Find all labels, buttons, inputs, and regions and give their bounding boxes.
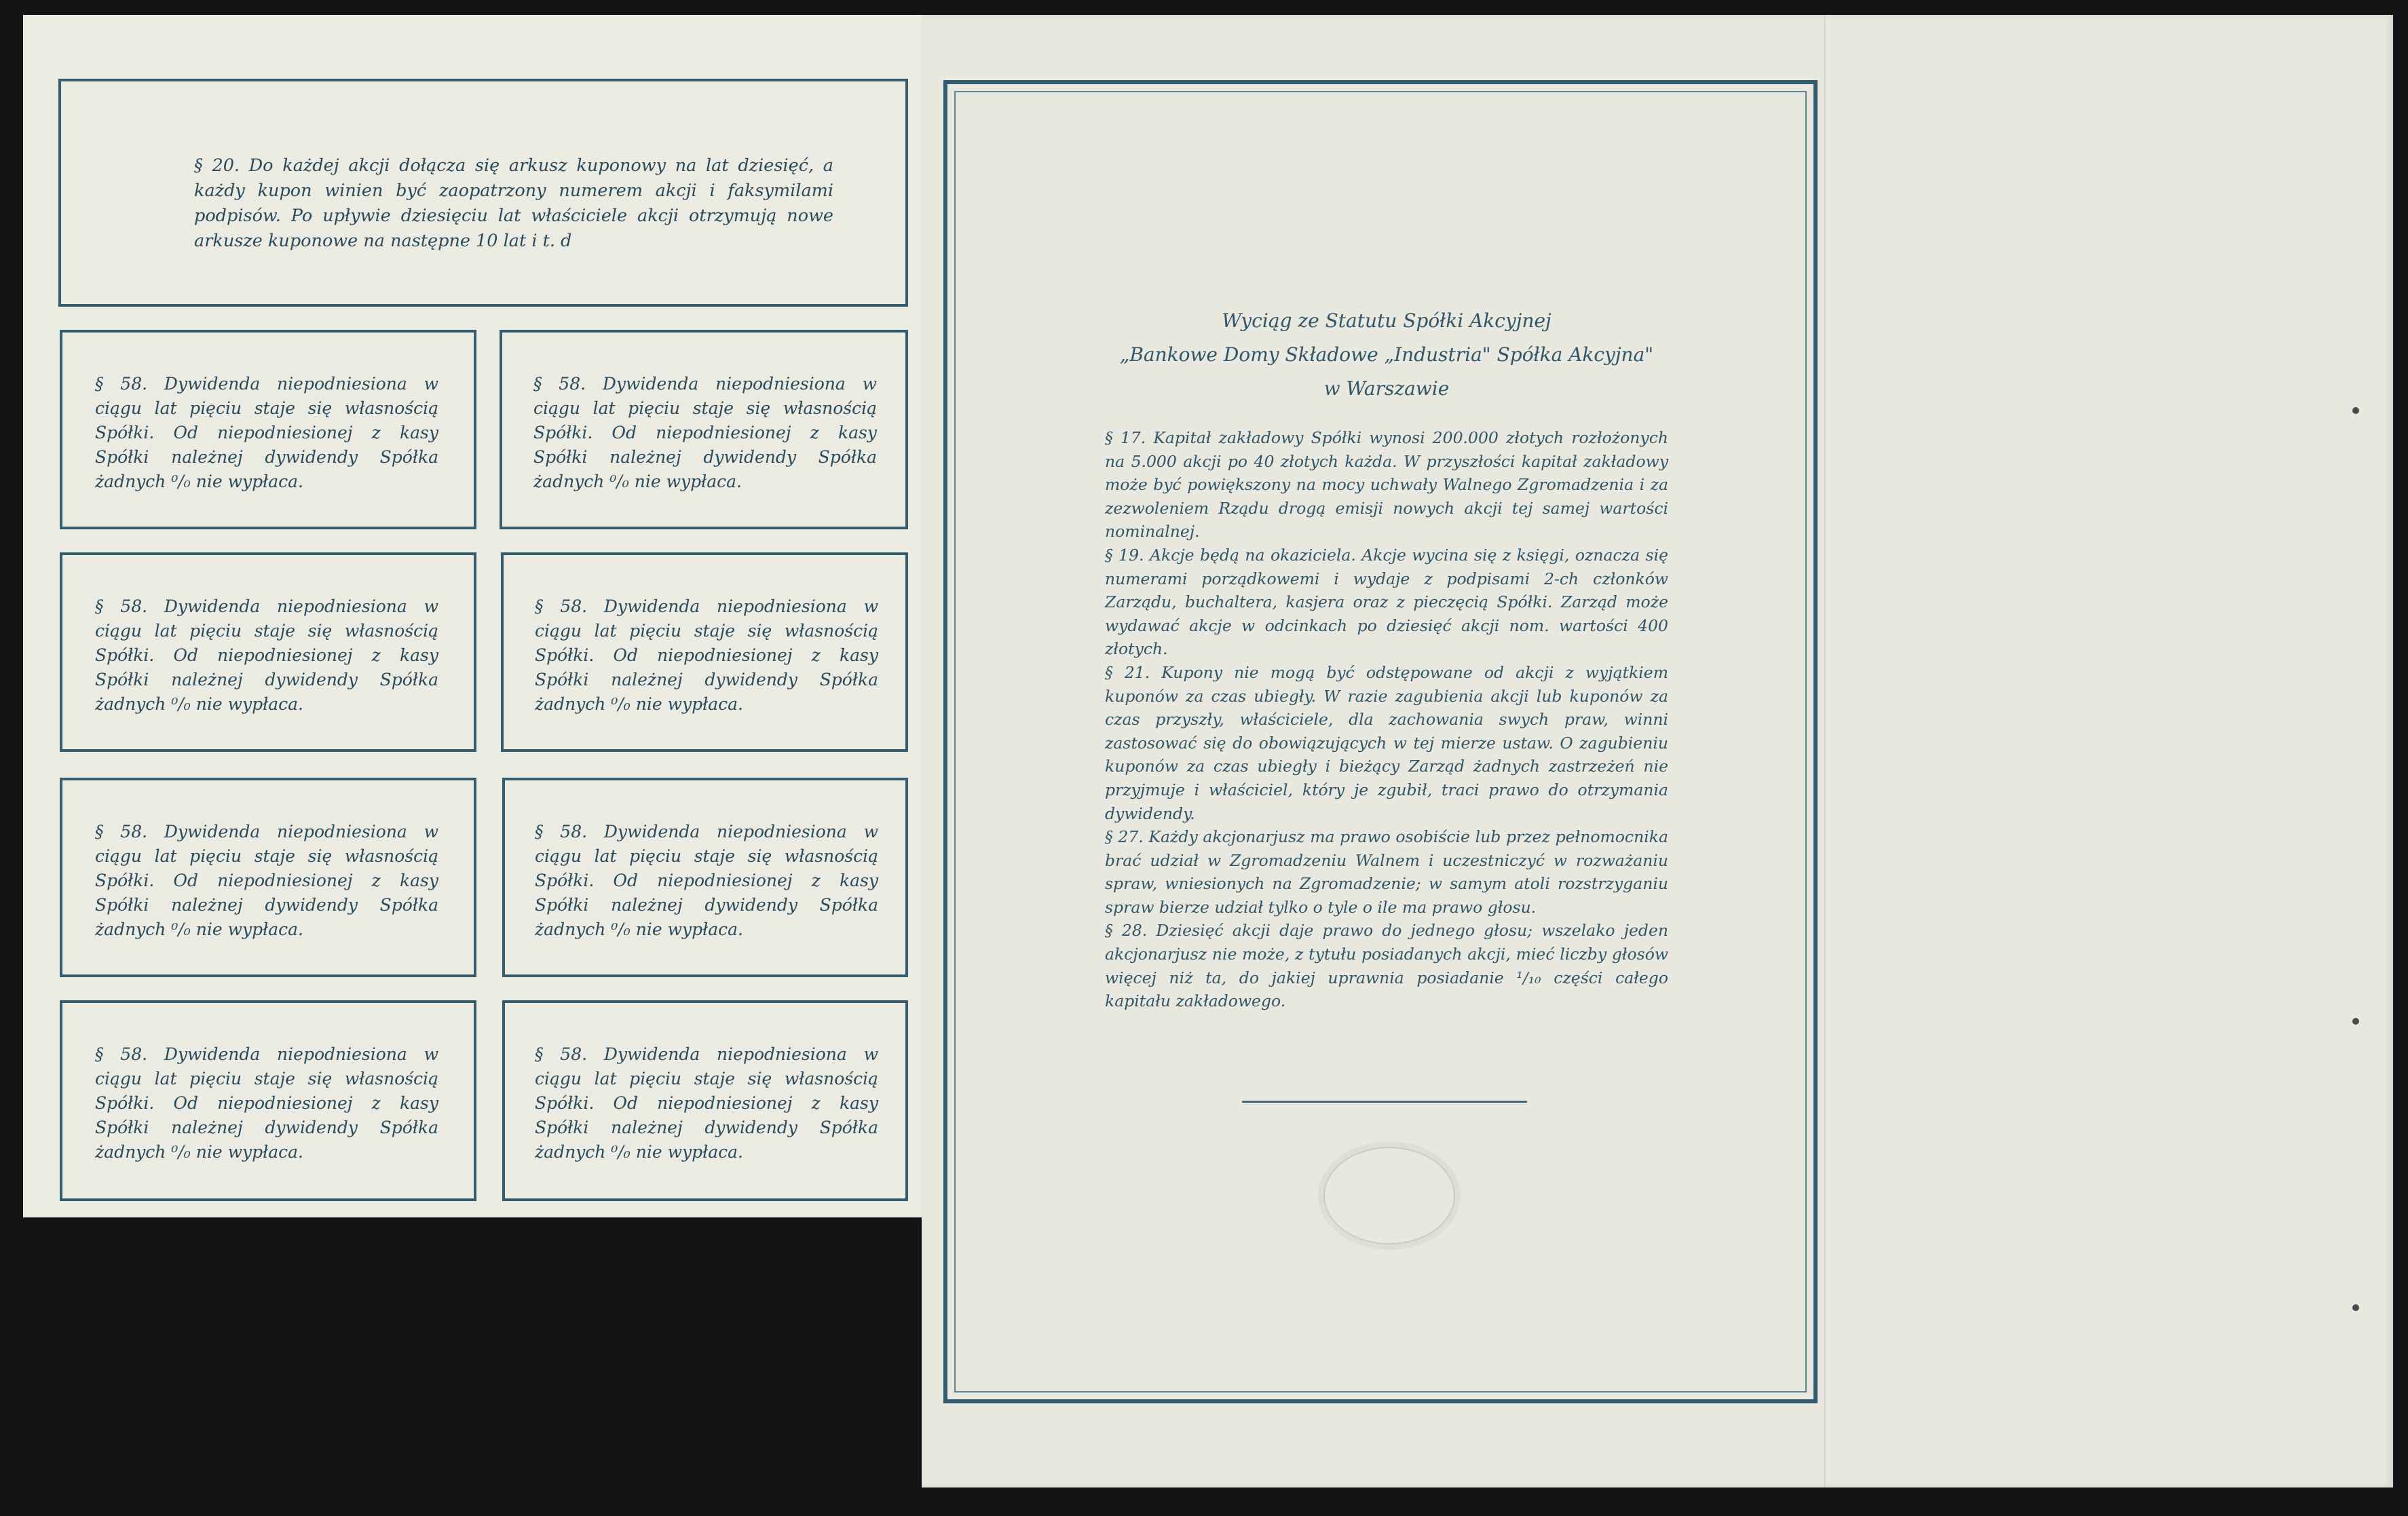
talon-coupon-text: § 20. Do każdej akcji dołącza się arkusz kuponowy na lat dziesięć, a każdy kupon winien być zaopatrzony numerem akcji i faksymilami podpisów. Po upływie dziesięciu lat właściciele akcji otrzymują nowe arkusze kuponowe na następne 10 lat i t. d	[194, 155, 833, 251]
signature-rule	[1242, 1101, 1527, 1103]
dividend-coupon-text: § 58. Dywidenda niepodniesiona w ciągu lat pięciu staje się własnością Spółki. Od niepodniesionej z kasy Spółki należnej dywidendy Spółka żadnych ⁰/₀ nie wypłaca.	[95, 822, 438, 939]
statute-excerpt	[1105, 304, 1668, 1013]
statute-body: § 17. Kapitał zakładowy Spółki wynosi 200.000 złotych rozłożonych na 5.000 akcji po 40 złotych każda. W przyszłości kapitał zakładowy może być powiększony na mocy uchwały Walnego Zgromadzenia i za zezwoleniem Rządu drogą emisji nowych akcji tej samej wartości nominalnej. § 19. Akcje będą na okaziciela. Akcje wycina się z księgi, oznacza się numerami porządkowemi i wydaje z podpisami 2-ch członków Zarządu, buchaltera, kasjera oraz z pieczęcią Spółki. Zarząd może wydawać akcje w odcinkach po dziesięć akcji nom. wartości 400 złotych. § 21. Kupony nie mogą być odstępowane od akcji z wyjątkiem kuponów za czas ubiegły. W razie zagubienia akcji lub kuponów za czas przyszły, właściciele, dla zachowania swych praw, winni zastosować się do obowiązujących w tej mierze ustaw. O zagubieniu kuponów za czas ubiegły i bieżący Zarząd żadnych zastrzeżeń nie przyjmuje i właściciel, który je zgubił, traci prawo do otrzymania dywidendy. § 27. Każdy akcjonarjusz ma prawo osobiście lub przez pełnomocnika brać udział w Zgromadzeniu Walnem i uczestniczyć w rozważaniu spraw, wniesionych na Zgromadzenie; w samym atoli rozstrzyganiu spraw bierze udział tylko o tyle o ile ma prawo głosu. § 28. Dziesięć akcji daje prawo do jednego głosu; wszelako jeden akcjonarjusz nie może, z tytułu posiadanych akcji, mieć liczby głosów więcej niż ta, do jakiej uprawnia posiadanie ¹/₁₀ części całego kapitału zakładowego.	[1105, 428, 1668, 1011]
fold-line	[1824, 15, 1826, 1487]
embossed-seal	[1323, 1147, 1455, 1245]
dividend-coupon	[501, 552, 908, 752]
dividend-coupon	[60, 778, 476, 977]
dividend-coupon-text: § 58. Dywidenda niepodniesiona w ciągu lat pięciu staje się własnością Spółki. Od niepodniesionej z kasy Spółki należnej dywidendy Spółka żadnych ⁰/₀ nie wypłaca.	[535, 596, 878, 714]
dividend-coupon	[60, 330, 476, 529]
dividend-coupon-text: § 58. Dywidenda niepodniesiona w ciągu lat pięciu staje się własnością Spółki. Od niepodniesionej z kasy Spółki należnej dywidendy Spółka żadnych ⁰/₀ nie wypłaca.	[535, 1044, 878, 1162]
dividend-coupon	[500, 330, 908, 529]
statute-heading-3: w Warszawie	[1323, 377, 1450, 400]
punch-hole-1	[2352, 407, 2359, 414]
statute-heading-2: „Bankowe Domy Składowe „Industria" Spółka Akcyjna"	[1119, 343, 1654, 366]
punch-hole-3	[2352, 1304, 2359, 1311]
dividend-coupon-text: § 58. Dywidenda niepodniesiona w ciągu lat pięciu staje się własnością Spółki. Od niepodniesionej z kasy Spółki należnej dywidendy Spółka żadnych ⁰/₀ nie wypłaca.	[535, 822, 878, 939]
dividend-coupon	[60, 1000, 476, 1201]
dividend-coupon-text: § 58. Dywidenda niepodniesiona w ciągu lat pięciu staje się własnością Spółki. Od niepodniesionej z kasy Spółki należnej dywidendy Spółka żadnych ⁰/₀ nie wypłaca.	[95, 596, 438, 714]
statute-heading-1: Wyciąg ze Statutu Spółki Akcyjnej	[1222, 309, 1551, 332]
dividend-coupon	[60, 552, 476, 752]
dividend-coupon-text: § 58. Dywidenda niepodniesiona w ciągu lat pięciu staje się własnością Spółki. Od niepodniesionej z kasy Spółki należnej dywidendy Spółka żadnych ⁰/₀ nie wypłaca.	[95, 374, 438, 491]
dividend-coupon	[502, 778, 908, 977]
dividend-coupon-text: § 58. Dywidenda niepodniesiona w ciągu lat pięciu staje się własnością Spółki. Od niepodniesionej z kasy Spółki należnej dywidendy Spółka żadnych ⁰/₀ nie wypłaca.	[95, 1044, 438, 1162]
punch-hole-2	[2352, 1018, 2359, 1025]
dividend-coupon	[502, 1000, 908, 1201]
talon-coupon	[58, 79, 908, 307]
dividend-coupon-text: § 58. Dywidenda niepodniesiona w ciągu lat pięciu staje się własnością Spółki. Od niepodniesionej z kasy Spółki należnej dywidendy Spółka żadnych ⁰/₀ nie wypłaca.	[533, 374, 877, 491]
